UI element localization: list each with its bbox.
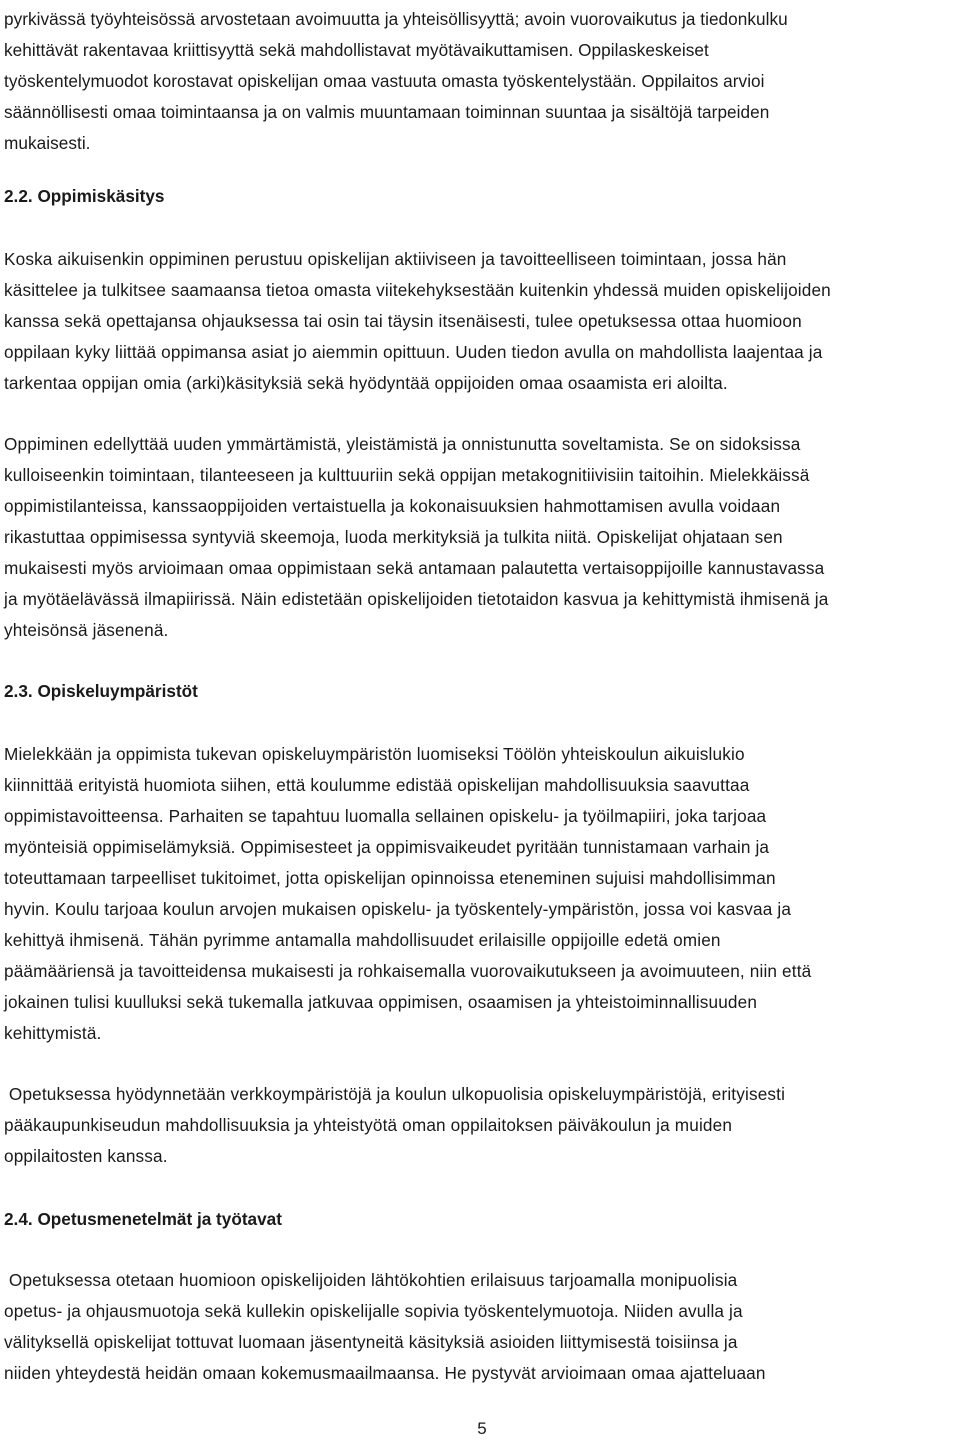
text-line: Koska aikuisenkin oppiminen perustuu opiskelijan aktiiviseen ja tavoitteelliseen toimintaan, jossa hän bbox=[4, 249, 787, 269]
text-line: mukaisesti. bbox=[4, 133, 91, 153]
text-line: opetus- ja ohjausmuotoja sekä kullekin opiskelijalle sopivia työskentelymuotoja. Niiden avulla ja bbox=[4, 1301, 743, 1321]
text-line: Mielekkään ja oppimista tukevan opiskeluympäristön luomiseksi Töölön yhteiskoulun aikuislukio bbox=[4, 744, 745, 764]
section-heading-2-3: 2.3. Opiskeluympäristöt bbox=[4, 681, 198, 701]
text-line: yhteisönsä jäsenenä. bbox=[4, 620, 169, 640]
paragraph bbox=[4, 429, 828, 646]
paragraph bbox=[4, 244, 831, 399]
intro-paragraph bbox=[4, 4, 788, 159]
text-line: käsittelee ja tulkitsee saamaansa tietoa omasta viitekehyksestään kuitenkin yhdessä muiden opiskelijoiden bbox=[4, 280, 831, 300]
text-line: Opetuksessa otetaan huomioon opiskelijoiden lähtökohtien erilaisuus tarjoamalla monipuolisia bbox=[4, 1270, 738, 1290]
text-line: työskentelymuodot korostavat opiskelijan omaa vastuuta omasta työskentelystään. Oppilaitos arvioi bbox=[4, 71, 765, 91]
text-line: oppimistilanteissa, kanssaoppijoiden vertaistuella ja kokonaisuuksien hahmottamisen avulla voidaan bbox=[4, 496, 781, 516]
paragraph bbox=[4, 1265, 766, 1389]
text-line: ja myötäelävässä ilmapiirissä. Näin edistetään opiskelijoiden tietotaidon kasvua ja kehittymistä ihmisenä ja bbox=[4, 589, 829, 609]
text-line: kehittävät rakentavaa kriittisyyttä sekä mahdollistavat myötävaikuttamisen. Oppilaskeskeiset bbox=[4, 40, 709, 60]
text-line: pyrkivässä työyhteisössä arvostetaan avoimuutta ja yhteisöllisyyttä; avoin vuorovaikutus ja tiedonkulku bbox=[4, 9, 788, 29]
text-line: jokainen tulisi kuulluksi sekä tukemalla jatkuvaa oppimisen, osaamisen ja yhteistoiminnallisuuden bbox=[4, 992, 758, 1012]
text-line: välityksellä opiskelijat tottuvat luomaan jäsentyneitä käsityksiä asioiden liittymisestä toisiinsa ja bbox=[4, 1332, 738, 1352]
text-line: kehittymistä. bbox=[4, 1023, 102, 1043]
text-line: oppilaitosten kanssa. bbox=[4, 1146, 168, 1166]
paragraph bbox=[4, 739, 811, 1049]
text-line: kehittyä ihmisenä. Tähän pyrimme antamalla mahdollisuudet erilaisille oppijoille edetä omien bbox=[4, 930, 721, 950]
text-line: myönteisiä oppimiselämyksiä. Oppimisesteet ja oppimisvaikeudet pyritään tunnistamaan varhain ja bbox=[4, 837, 770, 857]
text-line: säännöllisesti omaa toimintaansa ja on valmis muuntamaan toiminnan suuntaa ja sisältöjä tarpeiden bbox=[4, 102, 770, 122]
text-line: oppilaan kyky liittää oppimansa asiat jo aiemmin opittuun. Uuden tiedon avulla on mahdollista laajentaa ja bbox=[4, 342, 823, 362]
text-line: niiden yhteydestä heidän omaan kokemusmaailmaansa. He pystyvät arvioimaan omaa ajatteluaan bbox=[4, 1363, 766, 1383]
section-heading-2-4: 2.4. Opetusmenetelmät ja työtavat bbox=[4, 1209, 282, 1229]
text-line: hyvin. Koulu tarjoaa koulun arvojen mukaisen opiskelu- ja työskentely-ympäristön, jossa voi kasvaa ja bbox=[4, 899, 792, 919]
text-line: pääkaupunkiseudun mahdollisuuksia ja yhteistyötä oman oppilaitoksen päiväkoulun ja muiden bbox=[4, 1115, 733, 1135]
text-line: mukaisesti myös arvioimaan omaa oppimistaan sekä antamaan palautetta vertaisoppijoille kannustavassa bbox=[4, 558, 825, 578]
text-line: toteuttamaan tarpeelliset tukitoimet, jotta opiskelijan opinnoissa eteneminen sujuisi mahdollisimman bbox=[4, 868, 776, 888]
text-line: päämääriensä ja tavoitteidensa mukaisesti ja rohkaisemalla vuorovaikutukseen ja avoimuuteen, niin että bbox=[4, 961, 812, 981]
text-line: kiinnittää erityistä huomiota siihen, että koulumme edistää opiskelijan mahdollisuuksia saavuttaa bbox=[4, 775, 750, 795]
text-line: kulloiseenkin toimintaan, tilanteeseen ja kulttuuriin sekä oppijan metakognitiivisiin taitoihin. Mielekkäissä bbox=[4, 465, 810, 485]
text-line: Opetuksessa hyödynnetään verkkoympäristöjä ja koulun ulkopuolisia opiskeluympäristöjä, erityisesti bbox=[4, 1084, 786, 1104]
section-heading-2-2: 2.2. Oppimiskäsitys bbox=[4, 186, 165, 206]
text-line: rikastuttaa oppimisessa syntyviä skeemoja, luoda merkityksiä ja tulkita niitä. Opiskelijat ohjataan sen bbox=[4, 527, 783, 547]
paragraph bbox=[4, 1079, 785, 1172]
page-number: 5 bbox=[477, 1419, 487, 1438]
text-line: Oppiminen edellyttää uuden ymmärtämistä, yleistämistä ja onnistunutta soveltamista. Se on sidoksissa bbox=[4, 434, 801, 454]
text-line: tarkentaa oppijan omia (arki)käsityksiä sekä hyödyntää oppijoiden omaa osaamista eri aloilta. bbox=[4, 373, 728, 393]
text-line: oppimistavoitteensa. Parhaiten se tapahtuu luomalla sellainen opiskelu- ja työilmapiiri, joka tarjoaa bbox=[4, 806, 767, 826]
text-line: kanssa sekä opettajansa ohjauksessa tai osin tai täysin itsenäisesti, tulee opetuksessa ottaa huomioon bbox=[4, 311, 802, 331]
